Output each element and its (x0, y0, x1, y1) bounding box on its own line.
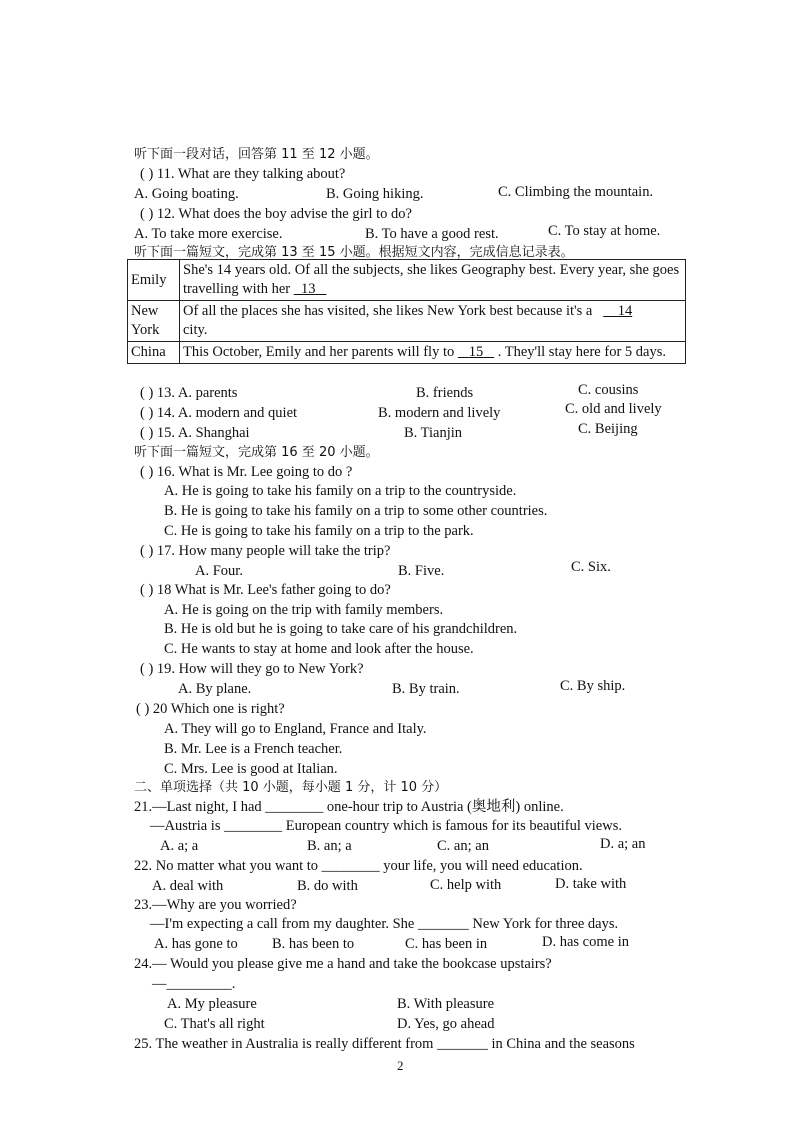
table-row (128, 260, 686, 301)
table-row (128, 301, 686, 342)
q21-option-b: B. an; a (307, 838, 352, 854)
table-row (128, 342, 686, 364)
q16-option-b: B. He is going to take his family on a trip to some other countries. (164, 503, 548, 519)
question-25: 25. The weather in Australia is really different from _______ in China and the seasons (134, 1036, 635, 1052)
info-record-table (127, 259, 686, 364)
question-15: ( ) 15. A. Shanghai (140, 425, 250, 441)
q21-option-a: A. a; a (160, 838, 199, 854)
q11-option-a: A. Going boating. (134, 186, 239, 202)
blank-13: 13 (300, 281, 316, 297)
q19-option-c: C. By ship. (560, 678, 626, 694)
q17-option-b: B. Five. (398, 563, 445, 579)
question-12: ( ) 12. What does the boy advise the girl to do? (140, 206, 412, 222)
q15-option-b: B. Tianjin (404, 425, 463, 441)
q12-option-a: A. To take more exercise. (134, 226, 283, 242)
q23-option-c: C. has been in (405, 936, 488, 952)
question-18: ( ) 18 What is Mr. Lee's father going to do? (140, 582, 391, 598)
q12-option-c: C. To stay at home. (548, 223, 661, 239)
q24-option-d: D. Yes, go ahead (397, 1016, 495, 1032)
q24-option-c: C. That's all right (164, 1016, 265, 1032)
question-23-line-2: —I'm expecting a call from my daughter. She _______ New York for three days. (150, 916, 619, 932)
q17-option-c: C. Six. (571, 559, 611, 575)
question-14: ( ) 14. A. modern and quiet (140, 405, 298, 421)
q11-option-c: C. Climbing the mountain. (498, 184, 654, 200)
q22-option-b: B. do with (297, 878, 358, 894)
q12-option-b: B. To have a good rest. (365, 226, 499, 242)
q17-option-a: A. Four. (195, 563, 243, 579)
row-text: Of all the places she has visited, she likes New York best because it's a 14 city. (180, 301, 686, 342)
q18-option-a: A. He is going on the trip with family members. (164, 602, 444, 618)
section-intro-16-20: 听下面一篇短文，完成第 16 至 20 小题。 (134, 445, 379, 460)
section-intro-13-15: 听下面一篇短文，完成第 13 至 15 小题。根据短文内容，完成信息记录表。 (134, 245, 574, 260)
q19-option-b: B. By train. (392, 681, 460, 697)
q22-option-c: C. help with (430, 877, 502, 893)
q11-option-b: B. Going hiking. (326, 186, 424, 202)
question-17: ( ) 17. How many people will take the trip? (140, 543, 391, 559)
section-2-title: 二、单项选择（共 10 小题，每小题 1 分，计 10 分） (134, 780, 448, 795)
question-19: ( ) 19. How will they go to New York? (140, 661, 364, 677)
q14-option-c: C. old and lively (565, 401, 662, 417)
q15-option-c: C. Beijing (578, 421, 638, 437)
q18-option-b: B. He is old but he is going to take care of his grandchildren. (164, 621, 518, 637)
q19-option-a: A. By plane. (178, 681, 252, 697)
row-name: New York (128, 301, 180, 342)
question-13: ( ) 13. A. parents (140, 385, 238, 401)
question-21-line-1: 21.—Last night, I had ________ one-hour trip to Austria (奥地利) online. (134, 799, 564, 815)
q16-option-c: C. He is going to take his family on a trip to the park. (164, 523, 474, 539)
q23-option-d: D. has come in (542, 934, 629, 950)
row-text: This October, Emily and her parents will fly to 15 . They'll stay here for 5 days. (180, 342, 686, 364)
row-name: Emily (128, 260, 180, 301)
row-name: China (128, 342, 180, 364)
q18-option-c: C. He wants to stay at home and look after the house. (164, 641, 474, 657)
q13-option-c: C. cousins (578, 382, 639, 398)
question-21-line-2: —Austria is ________ European country which is famous for its beautiful views. (150, 818, 622, 834)
blank-15: 15 (468, 344, 484, 360)
question-20: ( ) 20 Which one is right? (136, 701, 285, 717)
q22-option-a: A. deal with (152, 878, 224, 894)
q13-option-b: B. friends (416, 385, 474, 401)
question-23-line-1: 23.—Why are you worried? (134, 897, 297, 913)
q14-option-b: B. modern and lively (378, 405, 501, 421)
q24-option-a: A. My pleasure (167, 996, 257, 1012)
q24-option-b: B. With pleasure (397, 996, 495, 1012)
q20-option-b: B. Mr. Lee is a French teacher. (164, 741, 343, 757)
question-11: ( ) 11. What are they talking about? (140, 166, 346, 182)
question-16: ( ) 16. What is Mr. Lee going to do ? (140, 464, 353, 480)
question-22: 22. No matter what you want to ________ your life, you will need education. (134, 858, 583, 874)
q20-option-a: A. They will go to England, France and Italy. (164, 721, 427, 737)
question-24-line-2: —_________. (152, 976, 236, 992)
q23-option-a: A. has gone to (154, 936, 238, 952)
q22-option-d: D. take with (555, 876, 627, 892)
q21-option-c: C. an; an (437, 838, 489, 854)
q16-option-a: A. He is going to take his family on a trip to the countryside. (164, 483, 517, 499)
q23-option-b: B. has been to (272, 936, 355, 952)
row-text: She's 14 years old. Of all the subjects, she likes Geography best. Every year, she goes travelling with her 13 (180, 260, 686, 301)
q21-option-d: D. a; an (600, 836, 646, 852)
section-intro-11-12: 听下面一段对话，回答第 11 至 12 小题。 (134, 147, 379, 162)
page-number: 2 (397, 1058, 404, 1073)
blank-14: 14 (617, 303, 633, 319)
q20-option-c: C. Mrs. Lee is good at Italian. (164, 761, 338, 777)
question-24-line-1: 24.— Would you please give me a hand and take the bookcase upstairs? (134, 956, 552, 972)
